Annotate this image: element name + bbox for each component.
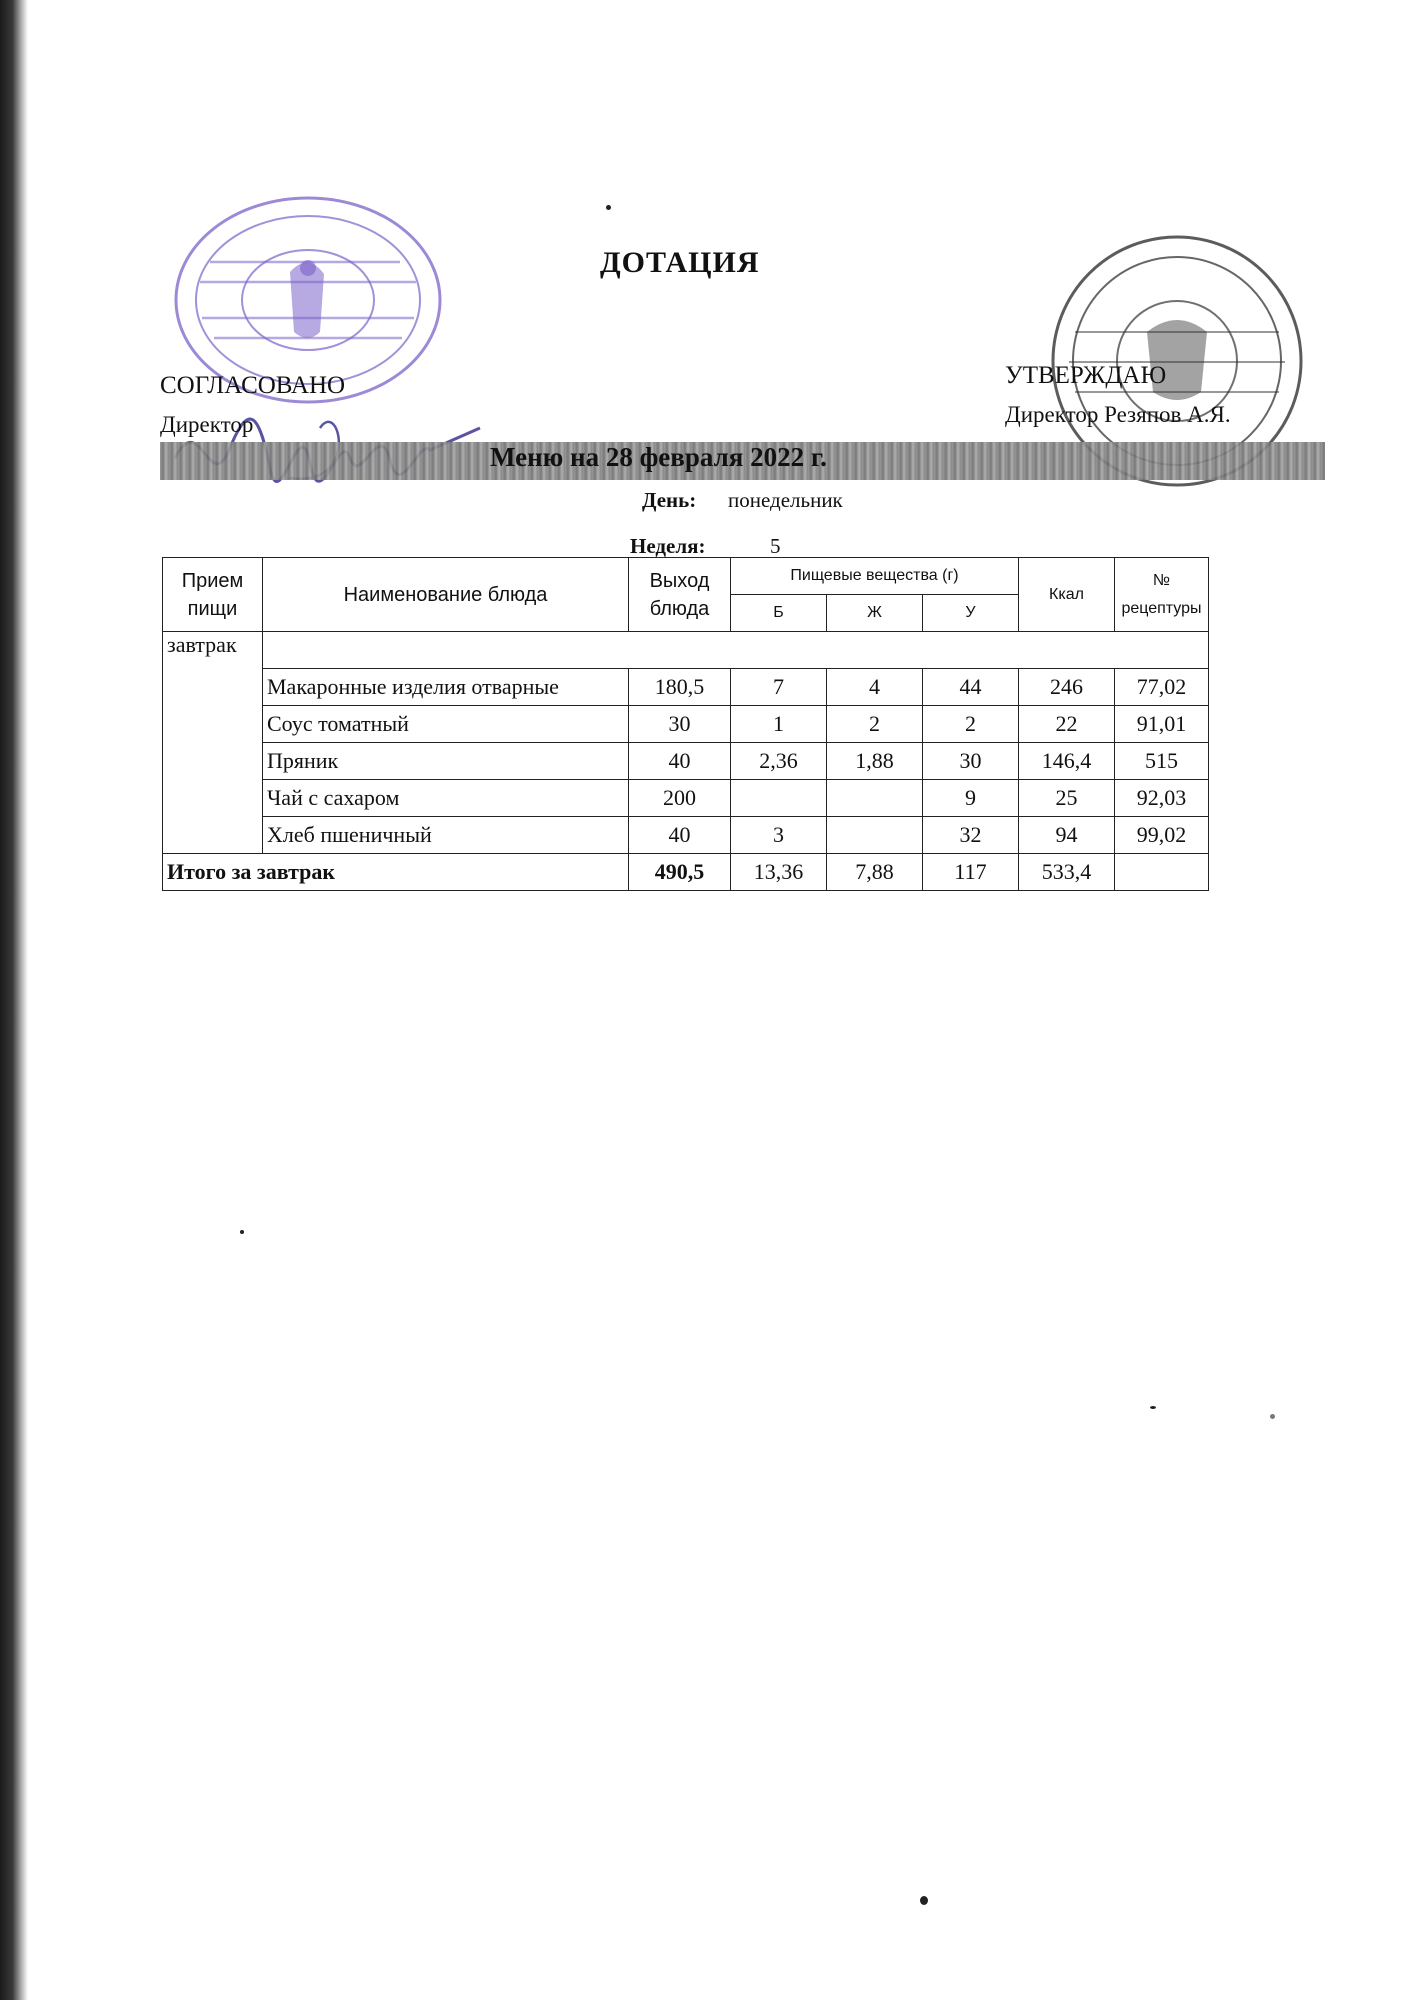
approve-role: Директор Резяпов А.Я.	[1005, 402, 1231, 427]
dish-yield: 180,5	[629, 669, 731, 706]
header-meal: Прием пищи	[163, 558, 263, 632]
agreed-label: СОГЛАСОВАНО	[160, 372, 346, 399]
scan-speck	[1270, 1414, 1275, 1419]
total-carbs: 117	[923, 854, 1019, 891]
week-label: Неделя:	[630, 534, 706, 558]
dish-name: Соус томатный	[263, 706, 629, 743]
table-row	[163, 817, 1209, 854]
header-nutrients: Пищевые вещества (г)	[731, 558, 1019, 595]
dish-name: Чай с сахаром	[263, 780, 629, 817]
header-recipe: № рецептуры	[1115, 558, 1209, 632]
header-dish: Наименование блюда	[263, 558, 629, 632]
total-label: Итого за завтрак	[163, 854, 629, 891]
total-fat: 7,88	[827, 854, 923, 891]
dish-protein	[731, 780, 827, 817]
scan-speck	[920, 1896, 928, 1905]
document-title: ДОТАЦИЯ	[600, 246, 760, 279]
menu-table	[162, 557, 1209, 891]
table-row	[163, 780, 1209, 817]
dish-kcal: 22	[1019, 706, 1115, 743]
dish-recipe: 91,01	[1115, 706, 1209, 743]
scan-speck	[240, 1230, 244, 1234]
dish-recipe: 77,02	[1115, 669, 1209, 706]
dish-fat: 4	[827, 669, 923, 706]
meal-row	[163, 632, 1209, 669]
dish-carbs: 9	[923, 780, 1019, 817]
total-recipe	[1115, 854, 1209, 891]
header-carbs: У	[923, 595, 1019, 632]
total-kcal: 533,4	[1019, 854, 1115, 891]
dish-fat	[827, 817, 923, 854]
header-yield: Выход блюда	[629, 558, 731, 632]
dish-recipe: 99,02	[1115, 817, 1209, 854]
total-yield: 490,5	[629, 854, 731, 891]
dish-yield: 40	[629, 817, 731, 854]
dish-protein: 2,36	[731, 743, 827, 780]
dish-name: Хлеб пшеничный	[263, 817, 629, 854]
header-kcal: Ккал	[1019, 558, 1115, 632]
dish-name: Макаронные изделия отварные	[263, 669, 629, 706]
week-value: 5	[770, 534, 781, 558]
total-row	[163, 854, 1209, 891]
day-label: День:	[642, 488, 697, 512]
menu-title: Меню на 28 февраля 2022 г.	[490, 442, 827, 472]
dish-fat: 2	[827, 706, 923, 743]
dish-yield: 200	[629, 780, 731, 817]
table-row	[163, 706, 1209, 743]
dish-name: Пряник	[263, 743, 629, 780]
dish-yield: 40	[629, 743, 731, 780]
table-row	[163, 743, 1209, 780]
agreed-role: Директор	[160, 412, 254, 437]
dish-protein: 7	[731, 669, 827, 706]
dish-kcal: 246	[1019, 669, 1115, 706]
approve-label: УТВЕРЖДАЮ	[1005, 362, 1167, 389]
scan-speck	[1150, 1406, 1156, 1409]
dish-kcal: 146,4	[1019, 743, 1115, 780]
meal-row-blank	[263, 632, 1209, 669]
dish-fat	[827, 780, 923, 817]
meal-name: завтрак	[163, 632, 263, 854]
dish-carbs: 30	[923, 743, 1019, 780]
day-value: понедельник	[728, 488, 843, 512]
header-fat: Ж	[827, 595, 923, 632]
dish-fat: 1,88	[827, 743, 923, 780]
dish-kcal: 94	[1019, 817, 1115, 854]
dish-carbs: 44	[923, 669, 1019, 706]
dish-recipe: 92,03	[1115, 780, 1209, 817]
scan-speck	[606, 205, 611, 210]
dish-kcal: 25	[1019, 780, 1115, 817]
dish-carbs: 32	[923, 817, 1019, 854]
dish-protein: 3	[731, 817, 827, 854]
total-protein: 13,36	[731, 854, 827, 891]
scan-edge	[0, 0, 28, 2000]
table-row	[163, 669, 1209, 706]
dish-protein: 1	[731, 706, 827, 743]
dish-recipe: 515	[1115, 743, 1209, 780]
dish-yield: 30	[629, 706, 731, 743]
dish-carbs: 2	[923, 706, 1019, 743]
header-protein: Б	[731, 595, 827, 632]
